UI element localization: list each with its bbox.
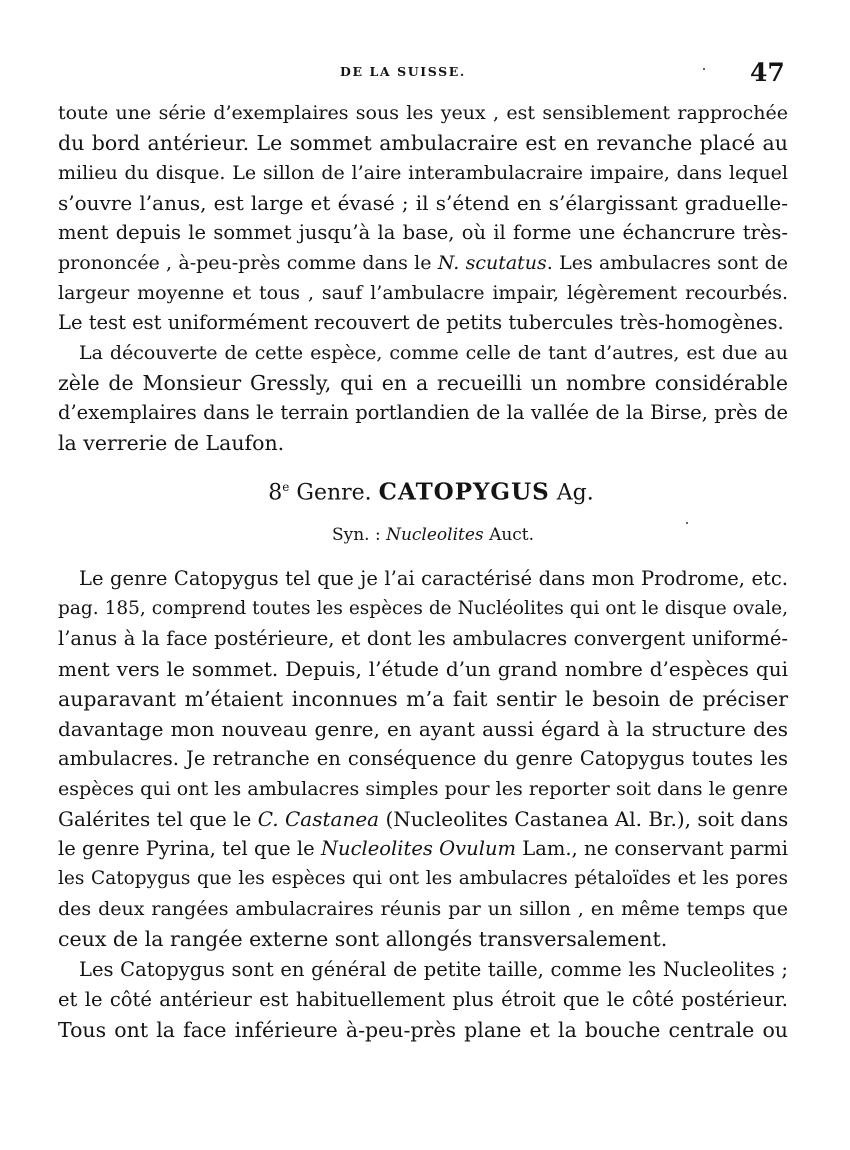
text-span: (Nucleolites Castanea Al. Br.), soit dans [379,807,789,831]
text-line: d’exemplaires dans le terrain portlandien de la vallée de la Birse, près de [58,401,788,424]
text-line: La découverte de cette espèce, comme celle de tant d’autres, est due au [79,342,788,364]
text-line [58,248,788,278]
text-line: zèle de Monsieur Gressly, qui en a recueilli un nombre considérable [58,371,788,395]
text-line [58,804,788,834]
text-line: l’anus à la face postérieure, et dont les ambulacres convergent uniformé- [58,627,788,650]
section-heading [0,470,850,504]
page-number: 47 [750,58,785,87]
text-line: Les Catopygus sont en général de petite taille, comme les Nucleolites ; [79,958,788,981]
text-span: Lam., ne conservant parmi [516,837,788,860]
text-line: la verrerie de Laufon. [58,431,285,455]
synonym-line [0,522,850,548]
text-line: auparavant m’étaient inconnues m’a fait sentir le besoin de préciser [58,687,788,711]
text-line: et le côté antérieur est habituellement plus étroit que le côté postérieur. [58,988,788,1011]
text-line [58,834,788,864]
text-span: prononcée , à-peu-près comme dans le [58,252,438,274]
text-span: le genre Pyrina, tel que le [58,837,321,860]
section-number-superscript: e [282,480,290,494]
text-line: des deux rangées ambulacraires réunis par un sillon , en même temps que [58,898,788,920]
species-name: C. Castanea [257,807,380,831]
text-line: Le test est uniformément recouvert de petits tubercules très-homogènes. [58,311,784,334]
text-line: s’ouvre l’anus, est large et évasé ; il s’étend en s’élargissant graduelle- [58,191,788,215]
genre-word: Genre. [296,480,372,506]
page-header [0,58,850,87]
text-line: Le genre Catopygus tel que je l’ai caractérisé dans mon Prodrome, etc. [79,567,788,590]
species-name: scutatus [465,252,547,274]
text-line: les Catopygus que les espèces qui ont les ambulacres pétaloïdes et les pores [58,868,788,889]
text-line: ceux de la rangée externe sont allongés transversalement. [58,927,668,951]
species-name: Nucleolites Ovulum [320,837,517,860]
synonym-suffix: Auct. [489,525,535,545]
text-line: pag. 185, comprend toutes les espèces de Nucléolites qui ont le disque ovale, [58,598,788,619]
text-line: milieu du disque. Le sillon de l’aire interambulacraire impaire, dans lequel [58,162,788,184]
section-number: 8 [268,480,283,506]
text-line: ambulacres. Je retranche en conséquence du genre Catopygus toutes les [58,747,788,770]
text-line: Tous ont la face inférieure à-peu-près plane et la bouche centrale ou [58,1018,788,1042]
text-line: espèces qui ont les ambulacres simples pour les reporter soit dans le genre [58,778,788,800]
text-span: . Les ambulacres sont de [546,252,788,274]
text-span: Galérites tel que le [58,807,258,831]
speck [703,68,705,70]
genus-name: CATOPYGUS [378,478,550,506]
species-abbrev: N. [437,252,460,274]
text-line: ment depuis le sommet jusqu’à la base, où il forme une échancrure très- [58,221,788,244]
text-line: davantage mon nouveau genre, en ayant aussi égard à la structure des [58,717,788,741]
synonym-genus: Nucleolites [386,525,484,545]
synonym-prefix: Syn. : [331,525,381,545]
text-line: ment vers le sommet. Depuis, l’étude d’un grand nombre d’espèces qui [58,657,788,681]
running-head: DE LA SUISSE. [340,64,466,79]
text-line: toute une série d’exemplaires sous les yeux , est sensiblement rapprochée [58,102,788,124]
genus-author: Ag. [556,480,594,506]
text-line: largeur moyenne et tous , sauf l’ambulacre impair, légèrement recourbés. [58,282,788,304]
text-line: du bord antérieur. Le sommet ambulacraire est en revanche placé au [58,131,788,155]
